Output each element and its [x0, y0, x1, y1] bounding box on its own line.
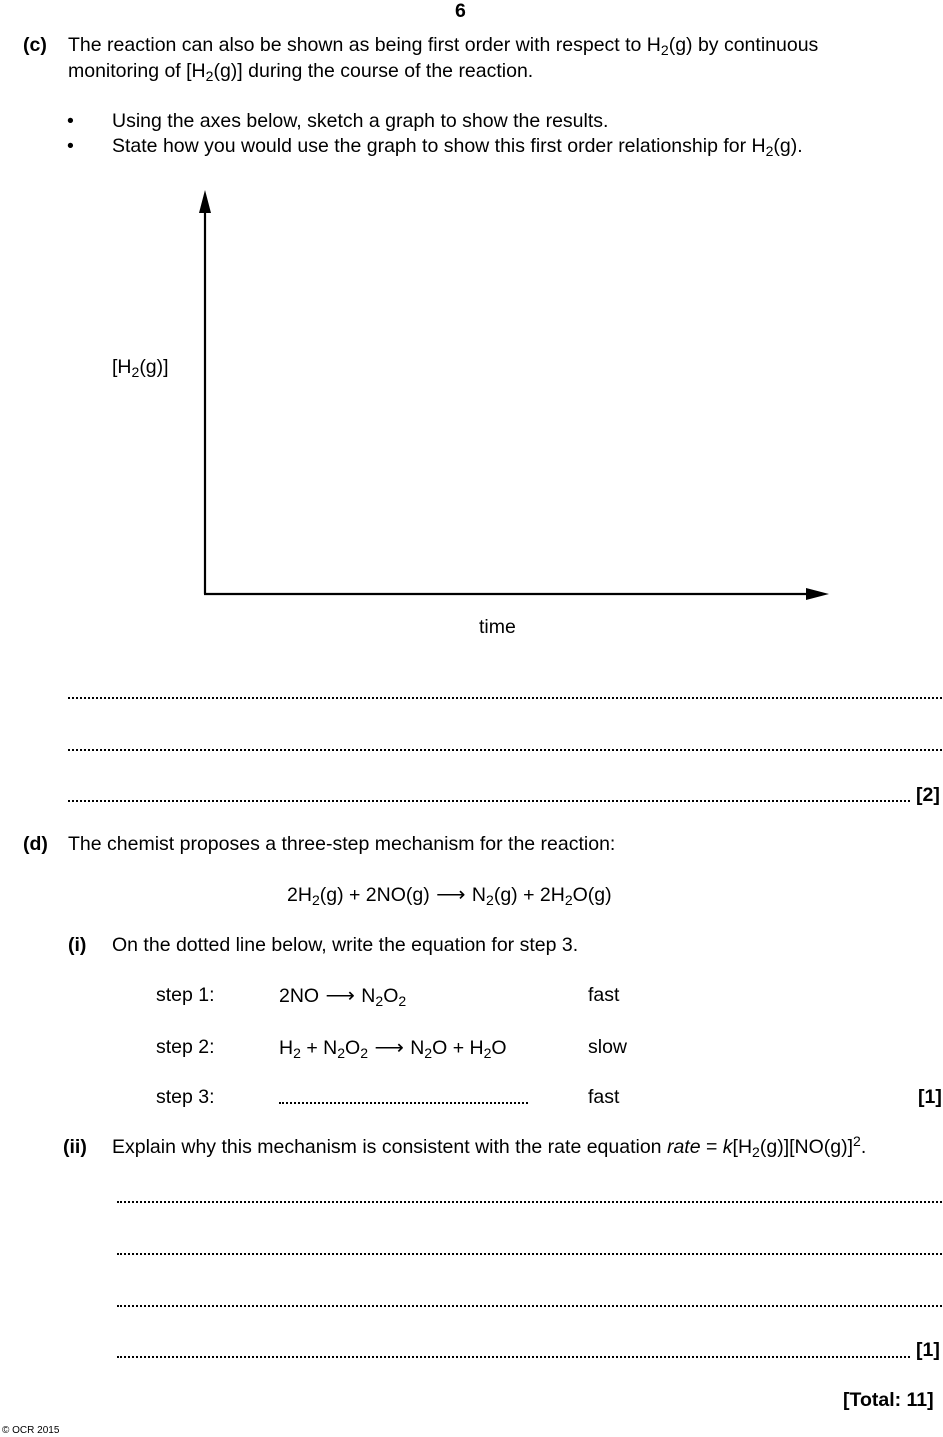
part-d-label: (d)	[23, 833, 48, 855]
marks-c: [2]	[916, 784, 940, 806]
step-2-name: step 2:	[156, 1036, 215, 1058]
answer-line[interactable]	[117, 1201, 942, 1203]
total-marks: [Total: 11]	[843, 1389, 934, 1411]
answer-line[interactable]	[117, 1356, 910, 1358]
part-c-line2: monitoring of $[H_2(g)]$ during the course of the reaction.	[68, 60, 534, 84]
x-axis-label: time	[479, 616, 516, 638]
marks-d-i: [1]	[918, 1086, 942, 1108]
sketch-axes[interactable]	[0, 0, 943, 640]
step-1-name: step 1:	[156, 984, 215, 1006]
copyright: © OCR 2015	[2, 1425, 60, 1436]
part-d-intro: The chemist proposes a three-step mechanism for the reaction:	[68, 833, 616, 855]
part-d-i-label: (i)	[68, 934, 87, 956]
bullet-2-text: State how you would use the graph to show this first order relationship for $H_2(g)$.	[112, 135, 803, 159]
step-3-answer-line[interactable]	[279, 1102, 528, 1104]
part-c-line1: The reaction can also be shown as being first order with respect to $H_2(g)$ by continuous	[68, 34, 819, 58]
marks-d-ii: [1]	[916, 1339, 940, 1361]
x-axis-arrowhead	[806, 588, 829, 600]
bullet-1-text: Using the axes below, sketch a graph to show the results.	[112, 110, 609, 132]
part-d-ii-label: (ii)	[63, 1136, 87, 1158]
bullet-1-marker: •	[67, 110, 74, 132]
step-2-speed: slow	[588, 1036, 628, 1058]
part-d-i-text: On the dotted line below, write the equation for step 3.	[112, 934, 579, 956]
step-3-speed: fast	[588, 1086, 620, 1108]
answer-line[interactable]	[117, 1253, 942, 1255]
answer-line[interactable]	[117, 1305, 942, 1307]
answer-line[interactable]	[68, 749, 942, 751]
part-d-ii-text: Explain why this mechanism is consistent with the rate equation rate = $k[H_2(g)][NO(g)]^2$.	[112, 1132, 867, 1160]
y-axis-arrowhead	[199, 190, 211, 213]
step-1-equation: 2NO ⟶ $N_2O_2$	[279, 984, 407, 1009]
answer-line[interactable]	[68, 697, 942, 699]
part-c-label: (c)	[23, 34, 47, 56]
bullet-2-marker: •	[67, 135, 74, 157]
answer-line[interactable]	[68, 800, 910, 802]
overall-equation: $2H_2(g) + 2NO(g)$ ⟶ $N_2(g) + 2H_2O(g)$	[287, 883, 612, 908]
y-axis-label: $[H_2(g)]$	[112, 356, 169, 380]
step-2-equation: $H_2 + N_2O_2$ ⟶ $N_2O + H_2O$	[279, 1036, 507, 1061]
step-3-name: step 3:	[156, 1086, 215, 1108]
step-1-speed: fast	[588, 984, 620, 1006]
page-number: 6	[455, 0, 466, 22]
